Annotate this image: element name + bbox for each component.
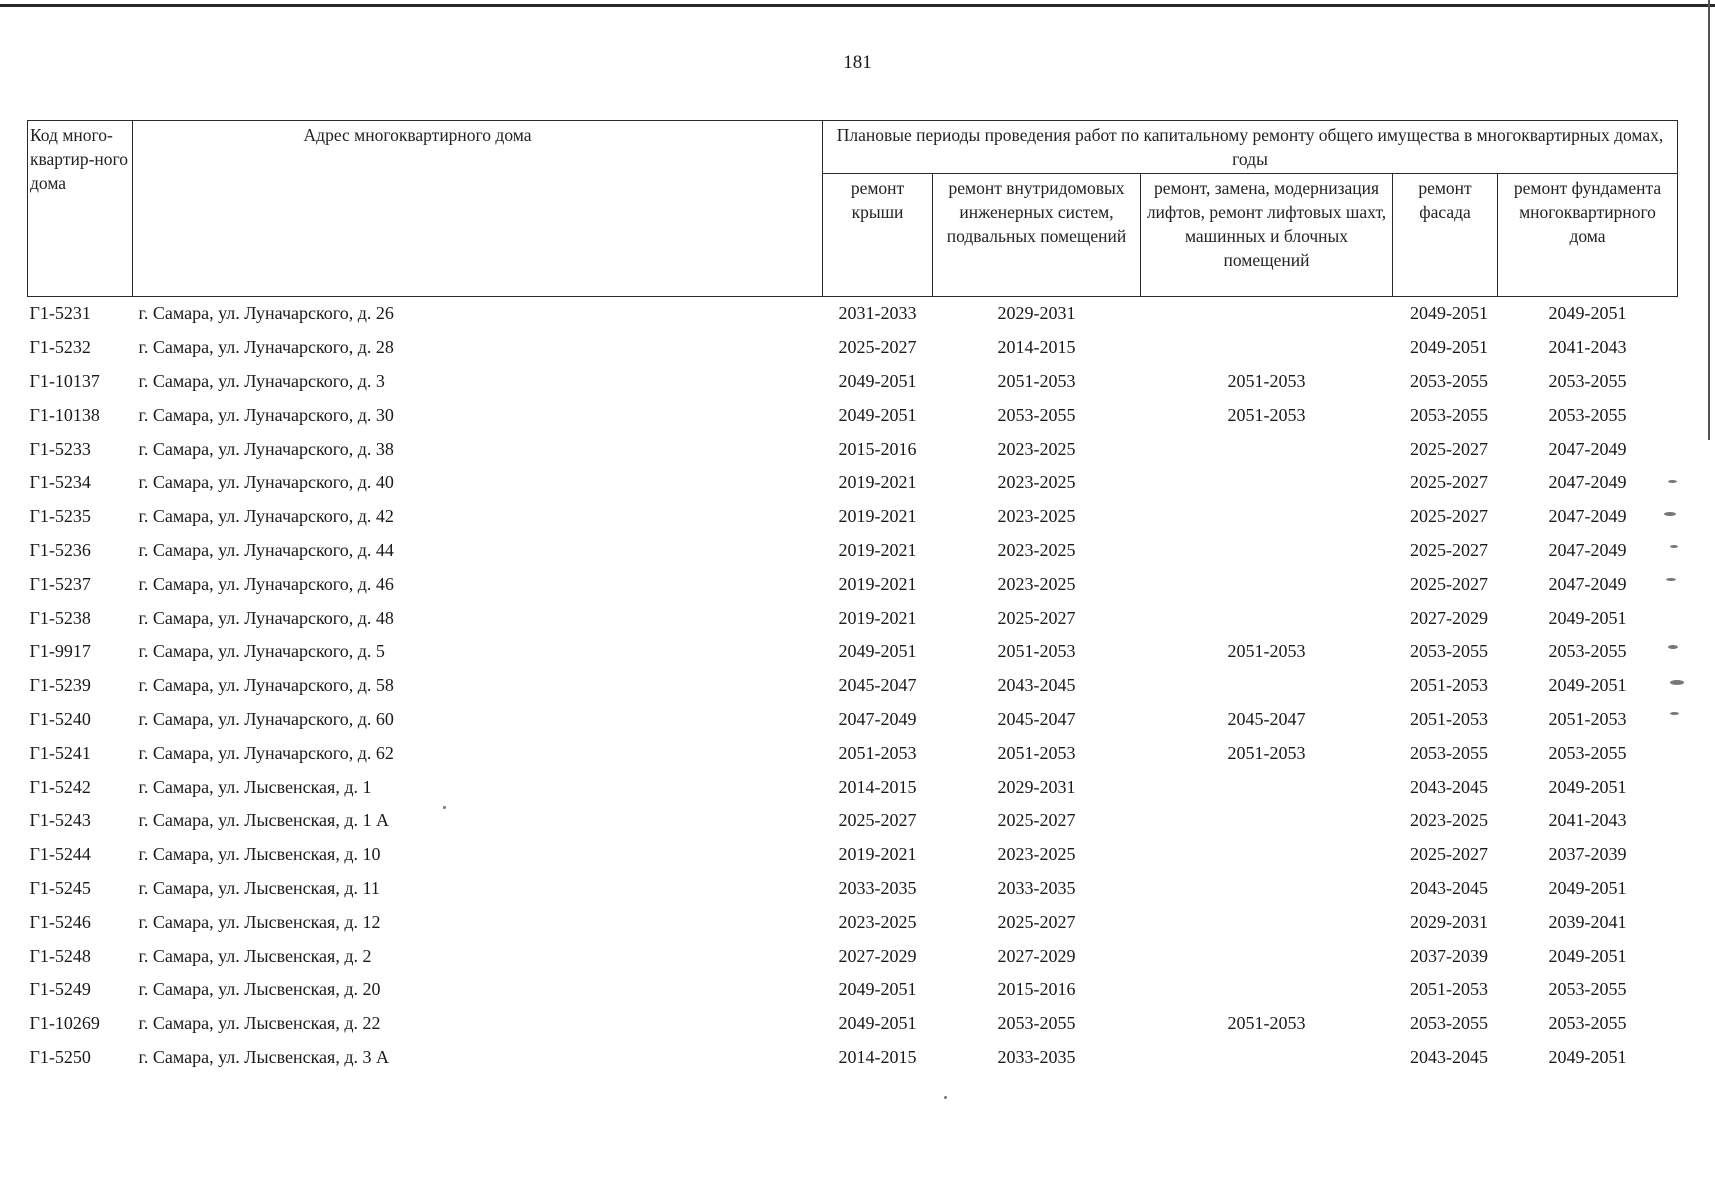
cell-address: г. Самара, ул. Луначарского, д. 5	[138, 641, 385, 662]
cell-code: Г1-5241	[29, 742, 91, 763]
table-row	[28, 297, 1678, 331]
cell-systems-repair: 2023-2025	[997, 539, 1076, 560]
cell-roof-repair: 2025-2027	[838, 810, 917, 831]
cell-lifts-repair	[1141, 973, 1393, 1007]
cell-address: г. Самара, ул. Лысвенская, д. 22	[138, 1013, 381, 1034]
cell-foundation-repair: 2053-2055	[1548, 370, 1627, 391]
scan-speck	[1670, 545, 1678, 548]
cell-systems-repair: 2023-2025	[997, 472, 1076, 493]
cell-lifts-repair	[1141, 1041, 1393, 1075]
cell-systems-repair: 2029-2031	[997, 776, 1076, 797]
cell-foundation-repair: 2047-2049	[1548, 539, 1627, 560]
table-header	[28, 121, 1678, 297]
cell-foundation-repair: 2053-2055	[1548, 404, 1627, 425]
cell-lifts-repair	[1141, 331, 1393, 365]
cell-code: Г1-5246	[29, 911, 91, 932]
cell-roof-repair: 2027-2029	[838, 945, 917, 966]
cell-address: г. Самара, ул. Луначарского, д. 26	[138, 303, 394, 324]
table-row	[28, 939, 1678, 973]
cell-address: г. Самара, ул. Лысвенская, д. 1	[138, 776, 372, 797]
cell-lifts-repair	[1141, 297, 1393, 331]
scan-speck	[1666, 578, 1676, 581]
cell-systems-repair: 2027-2029	[997, 945, 1076, 966]
cell-address: г. Самара, ул. Лысвенская, д. 1 А	[138, 810, 389, 831]
cell-systems-repair: 2051-2053	[997, 742, 1076, 763]
table-row	[28, 331, 1678, 365]
cell-code: Г1-5238	[29, 607, 91, 628]
cell-address: г. Самара, ул. Луначарского, д. 48	[138, 607, 394, 628]
cell-roof-repair: 2045-2047	[838, 675, 917, 696]
table-row	[28, 500, 1678, 534]
cell-code: Г1-5237	[29, 573, 91, 594]
cell-code: Г1-5240	[29, 708, 91, 729]
table-row	[28, 905, 1678, 939]
cell-facade-repair: 2051-2053	[1410, 708, 1488, 729]
cell-foundation-repair: 2049-2051	[1548, 945, 1627, 966]
cell-foundation-repair: 2053-2055	[1548, 1013, 1627, 1034]
table-row	[28, 601, 1678, 635]
cell-address: г. Самара, ул. Луначарского, д. 30	[138, 404, 394, 425]
cell-systems-repair: 2033-2035	[997, 1046, 1076, 1067]
cell-facade-repair: 2051-2053	[1410, 675, 1488, 696]
cell-code: Г1-5231	[29, 303, 91, 324]
cell-address: г. Самара, ул. Лысвенская, д. 12	[138, 911, 381, 932]
cell-address: г. Самара, ул. Луначарского, д. 42	[138, 506, 394, 527]
header-facade-repair: ремонт фасада	[1393, 174, 1498, 297]
header-lifts-repair: ремонт, замена, модернизация лифтов, ремонт лифтовых шахт, машинных и блочных помещений	[1141, 174, 1393, 297]
cell-systems-repair: 2053-2055	[997, 1013, 1076, 1034]
cell-lifts-repair	[1141, 838, 1393, 872]
cell-address: г. Самара, ул. Луначарского, д. 3	[138, 370, 385, 391]
table-row	[28, 432, 1678, 466]
cell-address: г. Самара, ул. Луначарского, д. 46	[138, 573, 394, 594]
cell-roof-repair: 2023-2025	[838, 911, 917, 932]
cell-lifts-repair	[1141, 905, 1393, 939]
cell-facade-repair: 2053-2055	[1410, 370, 1488, 391]
table-body	[28, 297, 1678, 1075]
cell-address: г. Самара, ул. Луначарского, д. 60	[138, 708, 394, 729]
cell-systems-repair: 2053-2055	[997, 404, 1076, 425]
table-row	[28, 872, 1678, 906]
cell-systems-repair: 2043-2045	[997, 675, 1076, 696]
cell-facade-repair: 2037-2039	[1410, 945, 1488, 966]
cell-facade-repair: 2053-2055	[1410, 1013, 1488, 1034]
cell-code: Г1-5249	[29, 979, 91, 1000]
cell-facade-repair: 2025-2027	[1410, 438, 1488, 459]
table-row	[28, 669, 1678, 703]
cell-systems-repair: 2051-2053	[997, 370, 1076, 391]
cell-systems-repair: 2023-2025	[997, 506, 1076, 527]
cell-facade-repair: 2049-2051	[1410, 303, 1488, 324]
scan-speck	[1668, 480, 1677, 483]
header-planned-periods: Плановые периоды проведения работ по капитальному ремонту общего имущества в многоквартирных домах, годы	[823, 121, 1678, 174]
cell-roof-repair: 2019-2021	[838, 539, 917, 560]
top-border-line	[0, 4, 1715, 7]
cell-roof-repair: 2049-2051	[838, 404, 917, 425]
cell-facade-repair: 2025-2027	[1410, 539, 1488, 560]
cell-lifts-repair: 2051-2053	[1227, 742, 1306, 763]
cell-roof-repair: 2019-2021	[838, 472, 917, 493]
cell-facade-repair: 2043-2045	[1410, 877, 1488, 898]
cell-systems-repair: 2051-2053	[997, 641, 1076, 662]
cell-code: Г1-5250	[29, 1046, 91, 1067]
cell-systems-repair: 2029-2031	[997, 303, 1076, 324]
cell-lifts-repair	[1141, 804, 1393, 838]
cell-foundation-repair: 2049-2051	[1548, 776, 1627, 797]
cell-code: Г1-9917	[29, 641, 91, 662]
cell-facade-repair: 2029-2031	[1410, 911, 1488, 932]
cell-code: Г1-5243	[29, 810, 91, 831]
table-row	[28, 973, 1678, 1007]
cell-foundation-repair: 2049-2051	[1548, 1046, 1627, 1067]
table-row	[28, 736, 1678, 770]
scan-speck	[1664, 512, 1676, 516]
table-row	[28, 1007, 1678, 1041]
cell-foundation-repair: 2049-2051	[1548, 303, 1627, 324]
cell-code: Г1-5236	[29, 539, 91, 560]
cell-code: Г1-10137	[29, 370, 100, 391]
cell-code: Г1-5244	[29, 844, 91, 865]
header-address: Адрес многоквартирного дома	[133, 121, 823, 297]
cell-roof-repair: 2019-2021	[838, 844, 917, 865]
table-row	[28, 635, 1678, 669]
cell-code: Г1-5248	[29, 945, 91, 966]
cell-systems-repair: 2033-2035	[997, 877, 1076, 898]
cell-facade-repair: 2053-2055	[1410, 641, 1488, 662]
cell-lifts-repair	[1141, 939, 1393, 973]
cell-lifts-repair: 2051-2053	[1227, 641, 1306, 662]
cell-facade-repair: 2053-2055	[1410, 742, 1488, 763]
table-row	[28, 770, 1678, 804]
cell-foundation-repair: 2047-2049	[1548, 438, 1627, 459]
cell-address: г. Самара, ул. Лысвенская, д. 11	[138, 877, 380, 898]
cell-roof-repair: 2033-2035	[838, 877, 917, 898]
scan-speck	[1668, 645, 1678, 649]
page-number: 181	[843, 52, 872, 73]
cell-address: г. Самара, ул. Лысвенская, д. 20	[138, 979, 381, 1000]
cell-systems-repair: 2014-2015	[997, 337, 1076, 358]
cell-facade-repair: 2025-2027	[1410, 472, 1488, 493]
cell-facade-repair: 2051-2053	[1410, 979, 1488, 1000]
cell-roof-repair: 2047-2049	[838, 708, 917, 729]
table-row	[28, 804, 1678, 838]
cell-foundation-repair: 2039-2041	[1548, 911, 1627, 932]
cell-facade-repair: 2043-2045	[1410, 1046, 1488, 1067]
cell-lifts-repair	[1141, 567, 1393, 601]
cell-lifts-repair	[1141, 534, 1393, 568]
cell-roof-repair: 2015-2016	[838, 438, 917, 459]
cell-address: г. Самара, ул. Луначарского, д. 28	[138, 337, 394, 358]
cell-lifts-repair	[1141, 466, 1393, 500]
cell-systems-repair: 2023-2025	[997, 844, 1076, 865]
cell-systems-repair: 2025-2027	[997, 911, 1076, 932]
cell-facade-repair: 2053-2055	[1410, 404, 1488, 425]
cell-systems-repair: 2025-2027	[997, 810, 1076, 831]
cell-roof-repair: 2019-2021	[838, 573, 917, 594]
table-row	[28, 1041, 1678, 1075]
cell-facade-repair: 2025-2027	[1410, 506, 1488, 527]
cell-foundation-repair: 2053-2055	[1548, 641, 1627, 662]
cell-systems-repair: 2025-2027	[997, 607, 1076, 628]
cell-foundation-repair: 2047-2049	[1548, 573, 1627, 594]
cell-roof-repair: 2014-2015	[838, 1046, 917, 1067]
cell-address: г. Самара, ул. Луначарского, д. 38	[138, 438, 394, 459]
header-foundation-repair: ремонт фундамента многоквартирного дома	[1498, 174, 1678, 297]
cell-address: г. Самара, ул. Луначарского, д. 44	[138, 539, 394, 560]
scan-speck	[443, 806, 446, 809]
cell-facade-repair: 2023-2025	[1410, 810, 1488, 831]
cell-systems-repair: 2015-2016	[997, 979, 1076, 1000]
table-row	[28, 703, 1678, 737]
header-systems-repair: ремонт внутридомовых инженерных систем, подвальных помещений	[933, 174, 1141, 297]
header-code: Код много-квартир-ного дома	[28, 121, 133, 297]
cell-systems-repair: 2023-2025	[997, 438, 1076, 459]
table-row	[28, 567, 1678, 601]
cell-lifts-repair: 2051-2053	[1227, 1013, 1306, 1034]
cell-code: Г1-5245	[29, 877, 91, 898]
cell-roof-repair: 2031-2033	[838, 303, 917, 324]
cell-systems-repair: 2023-2025	[997, 573, 1076, 594]
cell-roof-repair: 2014-2015	[838, 776, 917, 797]
cell-systems-repair: 2045-2047	[997, 708, 1076, 729]
cell-address: г. Самара, ул. Луначарского, д. 40	[138, 472, 394, 493]
cell-code: Г1-5232	[29, 337, 91, 358]
cell-lifts-repair: 2051-2053	[1227, 404, 1306, 425]
cell-foundation-repair: 2053-2055	[1548, 979, 1627, 1000]
cell-roof-repair: 2049-2051	[838, 979, 917, 1000]
cell-roof-repair: 2049-2051	[838, 641, 917, 662]
cell-lifts-repair	[1141, 669, 1393, 703]
cell-facade-repair: 2025-2027	[1410, 573, 1488, 594]
cell-foundation-repair: 2041-2043	[1548, 337, 1627, 358]
cell-facade-repair: 2049-2051	[1410, 337, 1488, 358]
cell-foundation-repair: 2049-2051	[1548, 675, 1627, 696]
cell-lifts-repair: 2051-2053	[1227, 370, 1306, 391]
cell-roof-repair: 2049-2051	[838, 370, 917, 391]
cell-foundation-repair: 2049-2051	[1548, 877, 1627, 898]
cell-foundation-repair: 2047-2049	[1548, 506, 1627, 527]
table-row	[28, 838, 1678, 872]
cell-foundation-repair: 2053-2055	[1548, 742, 1627, 763]
repair-schedule-table	[27, 120, 1678, 1074]
cell-code: Г1-5233	[29, 438, 91, 459]
cell-code: Г1-10269	[29, 1013, 100, 1034]
table-row	[28, 466, 1678, 500]
scan-speck	[1670, 680, 1684, 685]
cell-code: Г1-5234	[29, 472, 91, 493]
header-roof-repair: ремонт крыши	[823, 174, 933, 297]
cell-facade-repair: 2043-2045	[1410, 776, 1488, 797]
cell-lifts-repair	[1141, 770, 1393, 804]
cell-foundation-repair: 2047-2049	[1548, 472, 1627, 493]
scan-speck	[944, 1096, 947, 1099]
table-row	[28, 398, 1678, 432]
cell-code: Г1-10138	[29, 404, 100, 425]
cell-address: г. Самара, ул. Луначарского, д. 58	[138, 675, 394, 696]
cell-roof-repair: 2051-2053	[838, 742, 917, 763]
cell-lifts-repair: 2045-2047	[1227, 708, 1306, 729]
cell-roof-repair: 2049-2051	[838, 1013, 917, 1034]
cell-lifts-repair	[1141, 872, 1393, 906]
cell-code: Г1-5242	[29, 776, 91, 797]
cell-address: г. Самара, ул. Луначарского, д. 62	[138, 742, 394, 763]
cell-foundation-repair: 2049-2051	[1548, 607, 1627, 628]
cell-code: Г1-5235	[29, 506, 91, 527]
cell-code: Г1-5239	[29, 675, 91, 696]
cell-facade-repair: 2025-2027	[1410, 844, 1488, 865]
cell-roof-repair: 2019-2021	[838, 607, 917, 628]
cell-roof-repair: 2025-2027	[838, 337, 917, 358]
cell-foundation-repair: 2041-2043	[1548, 810, 1627, 831]
cell-roof-repair: 2019-2021	[838, 506, 917, 527]
cell-address: г. Самара, ул. Лысвенская, д. 10	[138, 844, 381, 865]
table-row	[28, 365, 1678, 399]
cell-facade-repair: 2027-2029	[1410, 607, 1488, 628]
cell-lifts-repair	[1141, 500, 1393, 534]
cell-foundation-repair: 2051-2053	[1548, 708, 1627, 729]
table-row	[28, 534, 1678, 568]
cell-address: г. Самара, ул. Лысвенская, д. 3 А	[138, 1046, 389, 1067]
cell-foundation-repair: 2037-2039	[1548, 844, 1627, 865]
cell-lifts-repair	[1141, 601, 1393, 635]
scan-speck	[1670, 712, 1679, 715]
cell-lifts-repair	[1141, 432, 1393, 466]
cell-address: г. Самара, ул. Лысвенская, д. 2	[138, 945, 372, 966]
